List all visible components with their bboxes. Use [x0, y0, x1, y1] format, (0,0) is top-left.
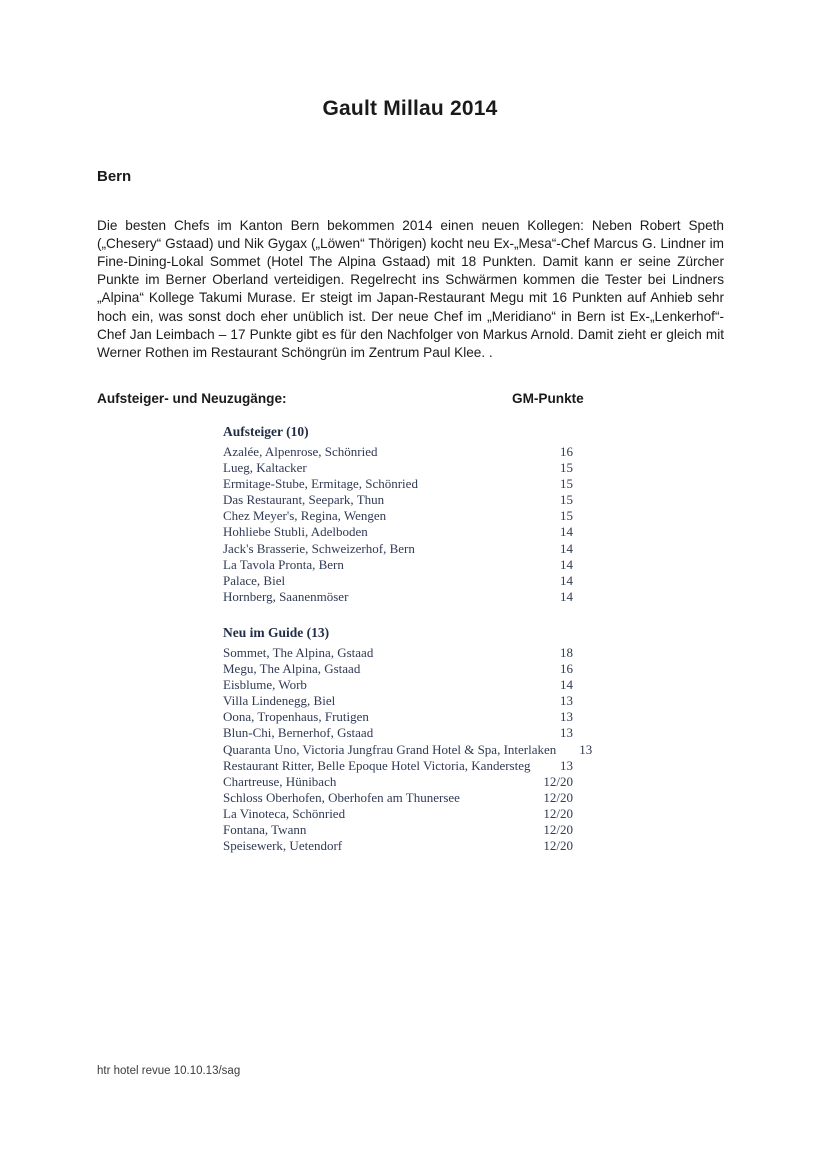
- restaurant-name: Fontana, Twann: [223, 821, 307, 837]
- list-item: [223, 806, 573, 822]
- restaurant-name: Speisewerk, Uetendorf: [223, 838, 343, 854]
- list-rows: [223, 644, 593, 854]
- gm-points: 15: [560, 508, 573, 524]
- gm-points: 13: [560, 709, 573, 725]
- gm-points: 13: [560, 757, 573, 773]
- list-item: [223, 460, 573, 476]
- gm-points: 14: [560, 572, 573, 588]
- restaurant-name: Hohliebe Stubli, Adelboden: [223, 524, 368, 540]
- restaurant-name: La Vinoteca, Schönried: [223, 805, 346, 821]
- gm-points: 12/20: [543, 789, 573, 805]
- list-item: [223, 693, 573, 709]
- list-item: [223, 741, 593, 758]
- gm-points: 12/20: [543, 773, 573, 789]
- list-section-aufsteiger: [223, 423, 573, 605]
- list-item: [223, 492, 573, 508]
- table-header-right: GM-Punkte: [512, 391, 584, 406]
- restaurant-name: Restaurant Ritter, Belle Epoque Hotel Victoria, Kandersteg: [223, 757, 531, 773]
- footer-source-note: htr hotel revue 10.10.13/sag: [97, 1065, 241, 1077]
- restaurant-name: Schloss Oberhofen, Oberhofen am Thunersee: [223, 789, 460, 805]
- restaurant-lists: [223, 423, 593, 873]
- gm-points: 13: [579, 741, 593, 757]
- list-item: [223, 557, 573, 573]
- list-item: [223, 541, 573, 557]
- list-item: [223, 508, 573, 524]
- gm-points: 16: [560, 444, 573, 459]
- gm-points: 14: [560, 524, 573, 540]
- restaurant-name: Chez Meyer's, Regina, Wengen: [223, 508, 387, 524]
- list-item: [223, 774, 573, 790]
- list-item: [223, 524, 573, 540]
- list-item: [223, 661, 573, 677]
- gm-points: 12/20: [543, 821, 573, 837]
- section-heading-bern: Bern: [97, 168, 132, 185]
- restaurant-name: Palace, Biel: [223, 572, 286, 588]
- table-header-row: [97, 391, 724, 411]
- gm-points: 16: [560, 661, 573, 677]
- list-item: [223, 677, 573, 693]
- list-item: [223, 822, 573, 838]
- gm-points: 14: [560, 588, 573, 604]
- list-item: [223, 758, 573, 774]
- list-item: [223, 645, 573, 661]
- restaurant-name: Lueg, Kaltacker: [223, 460, 307, 476]
- list-item: [223, 790, 573, 806]
- restaurant-name: Oona, Tropenhaus, Frutigen: [223, 709, 369, 725]
- restaurant-name: La Tavola Pronta, Bern: [223, 556, 344, 572]
- restaurant-name: Eisblume, Worb: [223, 677, 307, 693]
- list-item: [223, 838, 573, 854]
- list-heading: Neu im Guide (13): [223, 624, 330, 640]
- list-heading: Aufsteiger (10): [223, 424, 309, 439]
- gm-points: 13: [560, 725, 573, 741]
- gm-points: 15: [560, 492, 573, 508]
- list-item: [223, 589, 573, 605]
- page-title: Gault Millau 2014: [322, 97, 498, 120]
- gm-points: 13: [560, 693, 573, 709]
- gm-points: 14: [560, 677, 573, 693]
- table-header-left: Aufsteiger- und Neuzugänge:: [97, 391, 287, 406]
- restaurant-name: Villa Lindenegg, Biel: [223, 693, 336, 709]
- list-item: [223, 725, 573, 741]
- gm-points: 14: [560, 540, 573, 556]
- restaurant-name: Quaranta Uno, Victoria Jungfrau Grand Hotel & Spa, Interlaken: [223, 741, 557, 757]
- body-paragraph: Die besten Chefs im Kanton Bern bekommen 2014 einen neuen Kollegen: Neben Robert Speth („Chesery“ Gstaad) und Nik Gygax („Löwen“ Thörigen) kocht neu Ex-„Mesa“-Chef Marcus G. Lindner im Fine-Dining-Lokal Sommet (Hotel The Alpina Gstaad) mit 18 Punkten. Damit kann er seine Zürcher Punkte im Berner Oberland verteidigen. Regelrecht ins Schwärmen kommen die Tester bei Lindners „Alpina“ Kollege Takumi Murase. Er steigt im Japan-Restaurant Megu mit 16 Punkten auf Anhieb sehr hoch ein, was sonst doch eher unüblich ist. Der neue Chef im „Meridiano“ in Bern ist Ex-„Lenkerhof“-Chef Jan Leimbach – 17 Punkte gibt es für den Nachfolger von Markus Arnold. Damit zieht er gleich mit Werner Rothen im Restaurant Schöngrün im Zentrum Paul Klee. .: [97, 217, 724, 361]
- gm-points: 18: [560, 644, 573, 660]
- list-item: [223, 444, 573, 460]
- restaurant-name: Chartreuse, Hünibach: [223, 773, 337, 789]
- restaurant-name: Jack's Brasserie, Schweizerhof, Bern: [223, 540, 415, 556]
- list-item: [223, 709, 573, 725]
- gm-points: 15: [560, 476, 573, 492]
- restaurant-name: Blun-Chi, Bernerhof, Gstaad: [223, 725, 374, 741]
- restaurant-name: Ermitage-Stube, Ermitage, Schönried: [223, 476, 418, 492]
- restaurant-name: Azalée, Alpenrose, Schönried: [223, 444, 378, 459]
- list-rows: [223, 444, 573, 605]
- restaurant-name: Sommet, The Alpina, Gstaad: [223, 644, 374, 660]
- gm-points: 14: [560, 556, 573, 572]
- restaurant-name: Das Restaurant, Seepark, Thun: [223, 492, 385, 508]
- list-item: [223, 573, 573, 589]
- restaurant-name: Hornberg, Saanenmöser: [223, 588, 349, 604]
- list-section-neu-im-guide: [223, 624, 593, 854]
- gm-points: 12/20: [543, 838, 573, 854]
- gm-points: 12/20: [543, 805, 573, 821]
- restaurant-name: Megu, The Alpina, Gstaad: [223, 661, 361, 677]
- list-item: [223, 476, 573, 492]
- gm-points: 15: [560, 460, 573, 476]
